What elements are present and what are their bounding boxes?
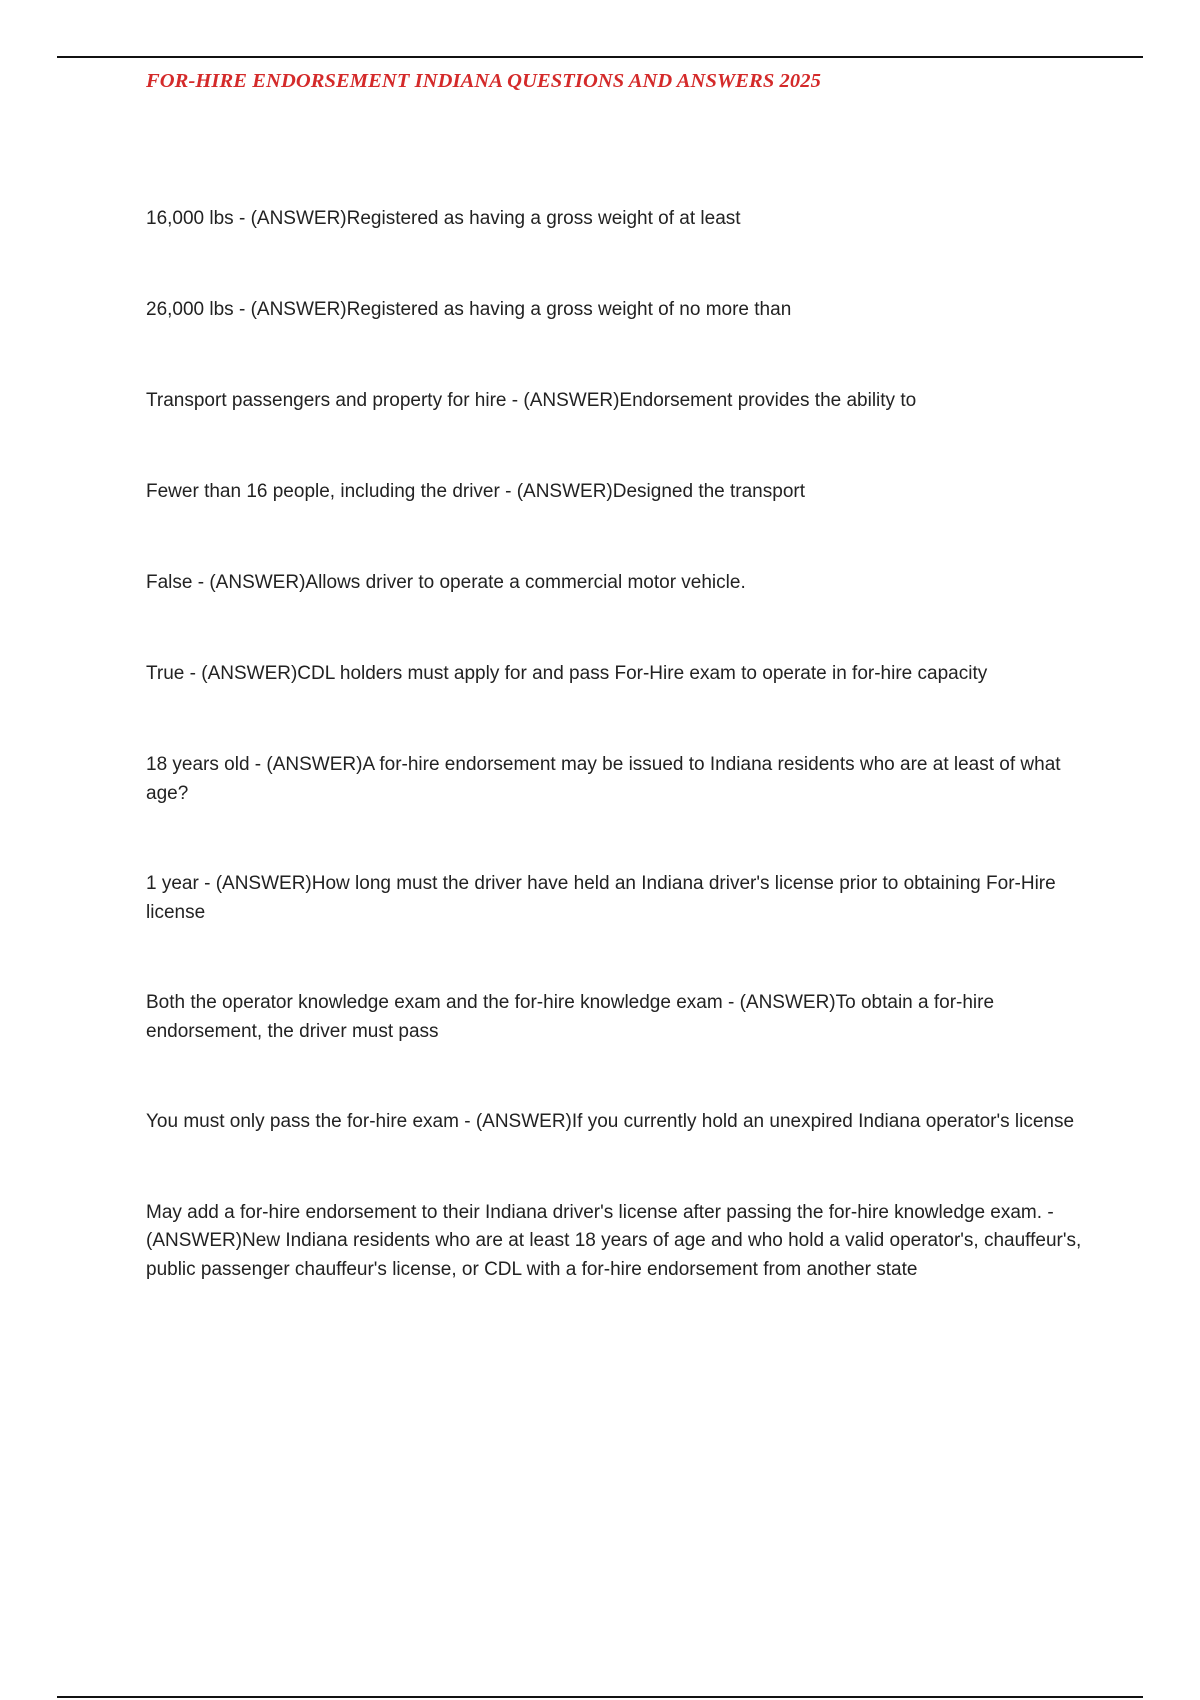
bottom-rule xyxy=(57,1696,1143,1698)
top-rule xyxy=(57,56,1143,58)
qa-item-7: 18 years old - (ANSWER)A for-hire endorsement may be issued to Indiana residents who are at least of what age? xyxy=(146,754,1061,804)
qa-item-11: May add a for-hire endorsement to their Indiana driver's license after passing the for-hire knowledge exam. - (ANSWER)New Indiana residents who are at least 18 years of age and who hold a valid operator's, chauffeur's, public passenger chauffeur's license, or CDL with a for-hire endorsement from another state xyxy=(146,1201,1082,1280)
qa-item-10: You must only pass the for-hire exam - (ANSWER)If you currently hold an unexpired Indiana operator's license xyxy=(146,1111,1075,1132)
qa-item-6: True - (ANSWER)CDL holders must apply for and pass For-Hire exam to operate in for-hire capacity xyxy=(146,663,988,684)
qa-item-4: Fewer than 16 people, including the driver - (ANSWER)Designed the transport xyxy=(146,481,805,502)
qa-item-3: Transport passengers and property for hire - (ANSWER)Endorsement provides the ability to xyxy=(146,390,917,411)
qa-item-1: 16,000 lbs - (ANSWER)Registered as having a gross weight of at least xyxy=(146,208,741,229)
qa-list xyxy=(146,205,1086,1284)
document-title: FOR-HIRE ENDORSEMENT INDIANA QUESTIONS AND ANSWERS 2025 xyxy=(146,70,821,92)
qa-item-2: 26,000 lbs - (ANSWER)Registered as having a gross weight of no more than xyxy=(146,299,792,320)
qa-item-8: 1 year - (ANSWER)How long must the driver have held an Indiana driver's license prior to obtaining For-Hire license xyxy=(146,873,1056,923)
qa-item-5: False - (ANSWER)Allows driver to operate a commercial motor vehicle. xyxy=(146,572,746,593)
qa-item-9: Both the operator knowledge exam and the for-hire knowledge exam - (ANSWER)To obtain a for-hire endorsement, the driver must pass xyxy=(146,992,995,1042)
